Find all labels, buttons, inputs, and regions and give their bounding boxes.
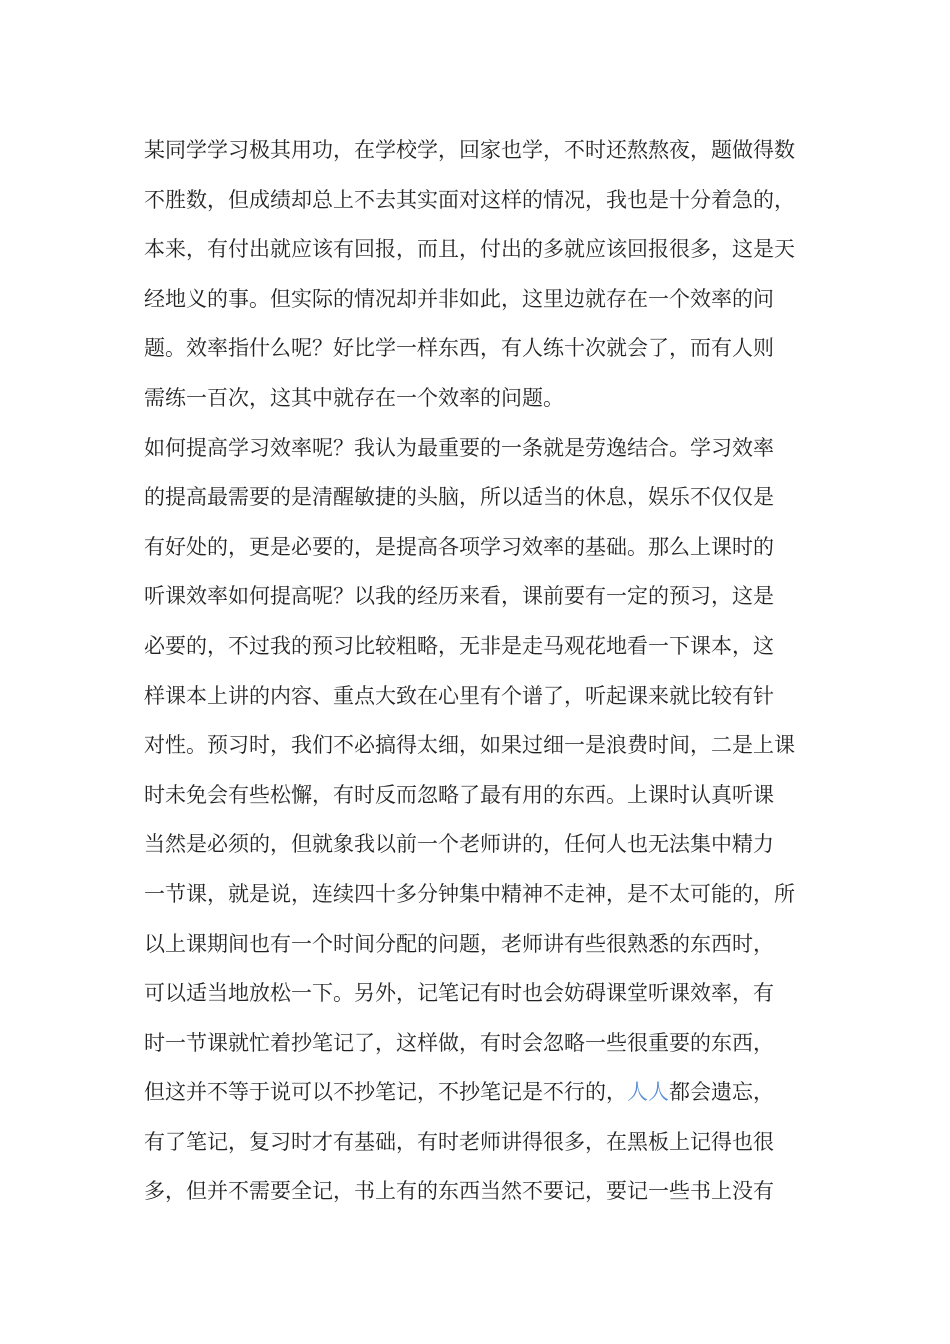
text-line: 必要的，不过我的预习比较粗略，无非是走马观花地看一下课本，这 [144,633,774,658]
text-line: 经地义的事。但实际的情况却并非如此，这里边就存在一个效率的问 [144,286,774,311]
text-line: 有好处的，更是必要的，是提高各项学习效率的基础。那么上课时的 [144,534,774,559]
text-line: 听课效率如何提高呢？以我的经历来看，课前要有一定的预习，这是 [144,584,774,609]
text-line: 可以适当地放松一下。另外，记笔记有时也会妨碍课堂听课效率，有 [144,981,774,1006]
text-line: 当然是必须的，但就象我以前一个老师讲的，任何人也无法集中精力 [144,832,774,857]
text-line: 以上课期间也有一个时间分配的问题，老师讲有些很熟悉的东西时， [144,931,774,956]
body-text [144,126,824,1217]
text-line: 题。效率指什么呢？好比学一样东西，有人练十次就会了，而有人则 [144,336,774,361]
text-line: 时未免会有些松懈，有时反而忽略了最有用的东西。上课时认真听课 [144,782,774,807]
text-segment: 都会遗忘， [669,1080,774,1105]
text-line: 不胜数，但成绩却总上不去其实面对这样的情况，我也是十分着急的， [144,187,795,212]
text-line: 多，但并不需要全记，书上有的东西当然不要记，要记一些书上没有 [144,1179,774,1204]
text-line: 有了笔记，复习时才有基础，有时老师讲得很多，在黑板上记得也很 [144,1129,774,1154]
highlighted-link[interactable]: 人人 [627,1080,669,1105]
text-line: 某同学学习极其用功，在学校学，回家也学，不时还熬熬夜，题做得数 [144,138,795,162]
text-line: 的提高最需要的是清醒敏捷的头脑，所以适当的休息，娱乐不仅仅是 [144,485,774,510]
text-line-with-link [144,1068,824,1118]
text-line: 一节课，就是说，连续四十多分钟集中精神不走神，是不太可能的，所 [144,881,795,906]
text-line: 如何提高学习效率呢？我认为最重要的一条就是劳逸结合。学习效率 [144,435,774,460]
text-segment: 但这并不等于说可以不抄笔记，不抄笔记是不行的， [144,1080,627,1105]
text-line: 本来，有付出就应该有回报，而且，付出的多就应该回报很多，这是天 [144,237,795,262]
text-line: 时一节课就忙着抄笔记了，这样做，有时会忽略一些很重要的东西， [144,1030,774,1055]
text-line: 需练一百次，这其中就存在一个效率的问题。 [144,385,564,410]
text-line: 对性。预习时，我们不必搞得太细，如果过细一是浪费时间，二是上课 [144,733,795,758]
text-line: 样课本上讲的内容、重点大致在心里有个谱了，听起课来就比较有针 [144,683,774,708]
